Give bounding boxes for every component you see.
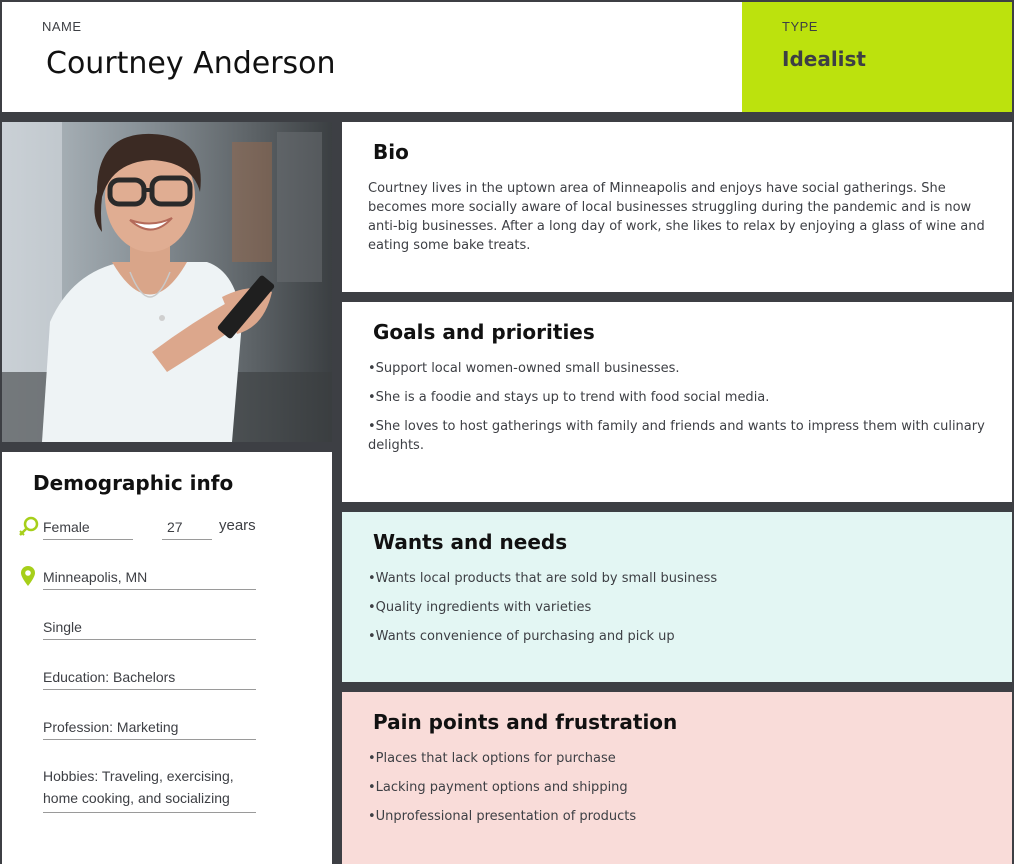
- list-item: • Unprofessional presentation of products: [368, 807, 988, 826]
- hobbies-field: Hobbies: Traveling, exercising, home cooking, and socializing: [43, 765, 256, 813]
- demographic-panel: [2, 452, 332, 864]
- goals-card: [342, 302, 1012, 502]
- bio-title: Bio: [373, 140, 409, 164]
- list-item: • Wants local products that are sold by small business: [368, 569, 988, 588]
- goals-list: [368, 359, 988, 465]
- list-item: • Places that lack options for purchase: [368, 749, 988, 768]
- location-pin-icon: [19, 565, 37, 591]
- goals-title: Goals and priorities: [373, 320, 595, 344]
- list-item: • Quality ingredients with varieties: [368, 598, 988, 617]
- wants-card: [342, 512, 1012, 682]
- persona-type: Idealist: [782, 47, 866, 71]
- persona-photo-illustration: [2, 122, 332, 442]
- bio-card: [342, 122, 1012, 292]
- profession-field: Profession: Marketing: [43, 718, 256, 740]
- type-label: TYPE: [782, 19, 818, 34]
- demographic-title: Demographic info: [33, 471, 234, 495]
- name-panel: [2, 2, 742, 112]
- gender-female-icon: [17, 516, 39, 542]
- marital-status-field: Single: [43, 618, 256, 640]
- age-field: 27: [162, 518, 212, 540]
- list-item: • Lacking payment options and shipping: [368, 778, 988, 797]
- list-item: • Wants convenience of purchasing and pick up: [368, 627, 988, 646]
- type-panel: [742, 2, 1012, 112]
- gender-field: Female: [43, 518, 133, 540]
- list-item: • She is a foodie and stays up to trend with food social media.: [368, 388, 988, 407]
- persona-name: Courtney Anderson: [46, 46, 336, 81]
- wants-title: Wants and needs: [373, 530, 568, 554]
- location-field: Minneapolis, MN: [43, 568, 256, 590]
- list-item: • Support local women-owned small businesses.: [368, 359, 988, 378]
- name-label: NAME: [42, 19, 82, 34]
- pain-points-title: Pain points and frustration: [373, 710, 678, 734]
- wants-list: [368, 569, 988, 656]
- age-unit-label: years: [219, 517, 256, 534]
- pain-points-list: [368, 749, 988, 836]
- persona-photo: [2, 122, 332, 442]
- list-item: • She loves to host gatherings with family and friends and wants to impress them with culinary delights.: [368, 417, 988, 455]
- bio-text: Courtney lives in the uptown area of Minneapolis and enjoys have social gatherings. She becomes more socially aware of local businesses struggling during the pandemic and is now anti-big businesses. After a long day of work, she likes to relax by enjoying a glass of wine and eating some bake treats.: [368, 181, 985, 253]
- pain-points-card: [342, 692, 1012, 864]
- education-field: Education: Bachelors: [43, 668, 256, 690]
